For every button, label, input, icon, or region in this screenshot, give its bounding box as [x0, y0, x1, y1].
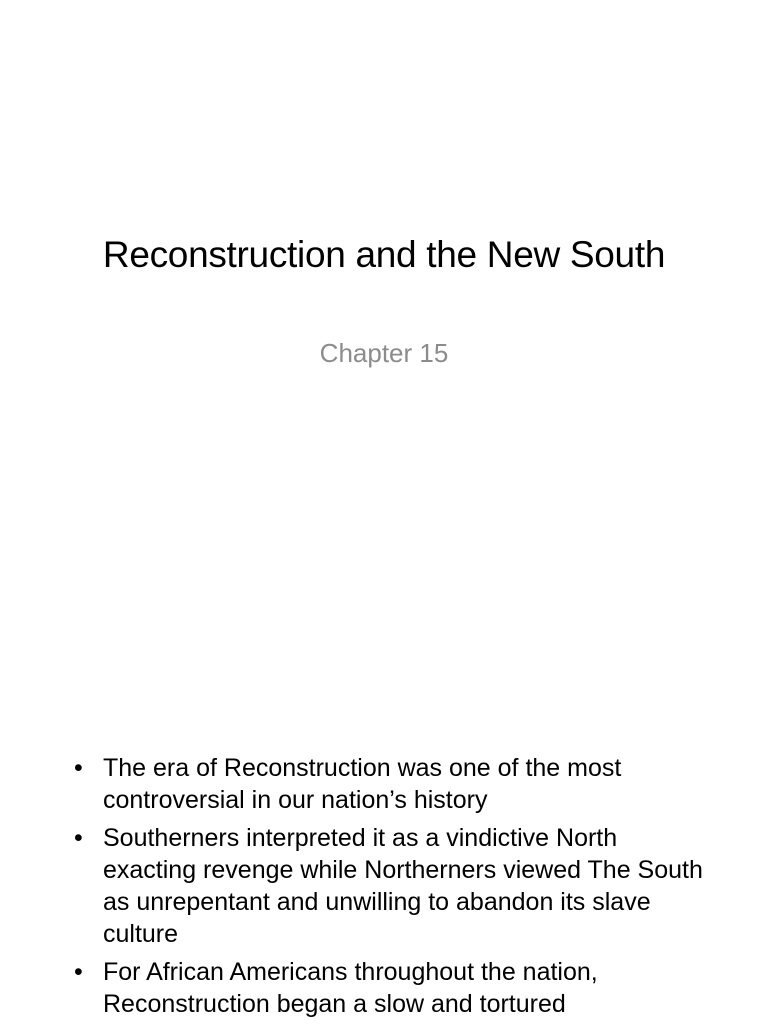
- bullet-icon: •: [74, 824, 83, 852]
- slide-subtitle: Chapter 15: [319, 338, 449, 368]
- slide-title: Reconstruction and the New South: [102, 234, 666, 275]
- bullet-item: [74, 822, 714, 950]
- bullet-item: [74, 752, 714, 816]
- bullet-text: Southerners interpreted it as a vindictive North exacting revenge while Northerners viewed The South as unrepentant and unwilling to abandon its slave culture: [103, 824, 703, 948]
- bullet-icon: •: [74, 958, 83, 986]
- bullet-text: The era of Reconstruction was one of the most controversial in our nation’s history: [103, 754, 622, 814]
- content-slide: [0, 576, 768, 1024]
- bullet-icon: •: [74, 754, 83, 782]
- bullet-text: For African Americans throughout the nation, Reconstruction began a slow and tortured: [103, 958, 598, 1018]
- bullet-list: [74, 752, 714, 1024]
- bullet-item: [74, 956, 714, 1020]
